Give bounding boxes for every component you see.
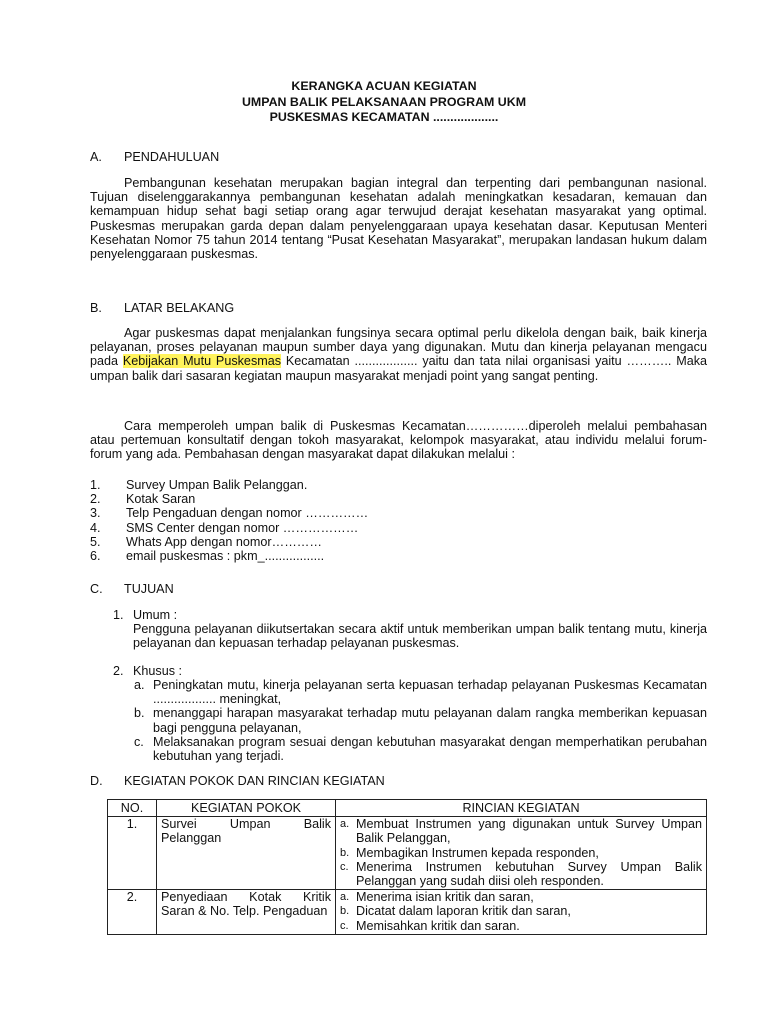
activity-table <box>107 799 707 935</box>
section-a-mark: A. <box>90 150 102 164</box>
section-a-title: PENDAHULUAN <box>124 150 220 164</box>
list-item: 5. Whats App dengan nomor………… <box>90 534 322 549</box>
table-row <box>108 817 707 890</box>
activity-main: Penyediaan Kotak Kritik Saran & No. Telp. Pengaduan <box>157 890 336 935</box>
section-b-p1-after: Kecamatan .................. yaitu dan tata nilai organisasi yaitu ……….. Maka umpan balik dari sasaran kegiatan maupun masyarakat menjadi point yang sangat penting. <box>90 354 708 383</box>
section-a-body <box>90 176 707 261</box>
section-b-p2-text: Cara memperoleh umpan balik di Puskesmas Kecamatan……………diperoleh melalui pembahasan atau pertemuan konsultatif dengan tokoh masyarakat, kelompok masyarakat, atau individu melalui forum-forum yang ada. Pembahasan dengan masyarakat dapat dilakukan melalui : <box>90 419 707 462</box>
goal-general-label: Umum : <box>133 608 178 622</box>
list-item: a. Membuat Instrumen yang digunakan untuk Survey Umpan Balik Pelanggan, <box>340 817 702 846</box>
activity-details <box>336 817 707 890</box>
list-item: 3. Telp Pengaduan dengan nomor …………… <box>90 506 369 521</box>
list-item: b. Dicatat dalam laporan kritik dan saran, <box>340 904 571 919</box>
doc-title-line-3: PUSKESMAS KECAMATAN ................... <box>269 110 499 124</box>
section-d-title: KEGIATAN POKOK DAN RINCIAN KEGIATAN <box>124 774 385 788</box>
list-item: c. Melaksanakan program sesuai dengan kebutuhan masyarakat dengan memperhatikan perubahan kebutuhan yang terjadi. <box>134 734 707 764</box>
section-d-heading <box>90 774 385 788</box>
goal-general: 1. Umum : Pengguna pelayanan diikutsertakan secara aktif untuk memberikan umpan balik tentang mutu, kinerja pelayanan dan kepuasan terhadap pelayanan puskesmas. <box>113 608 707 651</box>
section-a-text: Pembangunan kesehatan merupakan bagian integral dan terpenting dari pembangunan nasional. Tujuan diselenggarakannya pembangunan kesehatan adalah meningkatkan kesadaran, kemauan dan kemampuan hidup sehat bagi setiap orang agar terwujud derajat kesehatan masyarakat yang optimal. Puskesmas merupakan garda depan dalam penyelenggaraan upaya kesehatan dasar. Keputusan Menteri Kesehatan Nomor 75 tahun 2014 tentang “Pusat Kesehatan Masyarakat”, merupakan landasan hukum dalam penyelenggaraan puskesmas. <box>90 176 707 262</box>
list-item: a. Peningkatan mutu, kinerja pelayanan serta kepuasan terhadap pelayanan Puskesmas Kecamatan .................. meningkat, <box>134 678 707 707</box>
list-item: a. Menerima isian kritik dan saran, <box>340 890 534 905</box>
column-header-no: NO. <box>108 800 157 817</box>
section-c-heading <box>90 582 174 596</box>
section-a-heading <box>90 150 219 164</box>
feedback-channel-list <box>90 478 707 563</box>
table-row <box>108 890 707 935</box>
doc-title-line-1: KERANGKA ACUAN KEGIATAN <box>291 79 477 93</box>
goal-specific-label: Khusus : <box>133 664 183 678</box>
column-header-rincian: RINCIAN KEGIATAN <box>336 800 707 817</box>
goal-general-text: Pengguna pelayanan diikutsertakan secara aktif untuk memberikan umpan balik tentang mutu, kinerja pelayanan dan kepuasan terhadap pelayanan puskesmas. <box>133 622 707 651</box>
section-b-mark: B. <box>90 301 102 315</box>
section-b-paragraph-2 <box>90 419 707 462</box>
doc-title-line-2: UMPAN BALIK PELAKSANAAN PROGRAM UKM <box>241 95 527 109</box>
list-item: 2. Kotak Saran <box>90 492 196 507</box>
row-number: 2. <box>108 890 157 935</box>
column-header-kegiatan: KEGIATAN POKOK <box>157 800 336 817</box>
list-item: b. menanggapi harapan masyarakat terhadap mutu pelayanan dalam rangka memberikan kepuasan bagi pengguna pelayanan, <box>134 706 707 735</box>
goal-specific-list <box>134 678 707 763</box>
goal-specific: 2. Khusus : <box>113 664 183 678</box>
section-b-heading <box>90 301 234 315</box>
highlighted-policy-text: Kebijakan Mutu Puskesmas <box>122 354 282 369</box>
list-item: b. Membagikan Instrumen kepada responden, <box>340 845 599 860</box>
section-c-mark: C. <box>90 582 103 596</box>
activity-details <box>336 890 707 935</box>
section-b-paragraph-1 <box>90 326 707 383</box>
section-d-mark: D. <box>90 774 103 788</box>
activity-main: Survei Umpan Balik Pelanggan <box>157 817 336 890</box>
section-b-p1-before: Agar puskesmas dapat menjalankan fungsinya secara optimal perlu dikelola dengan baik, baik kinerja pelayanan, proses pelayanan maupun sumber daya yang digunakan. Mutu dan kinerja pelayanan mengacu pada <box>90 326 707 369</box>
list-item: 1. Survey Umpan Balik Pelanggan. <box>90 478 308 492</box>
table-header-row <box>108 800 707 817</box>
section-b-title: LATAR BELAKANG <box>124 301 235 315</box>
row-number: 1. <box>108 817 157 890</box>
list-item: 4. SMS Center dengan nomor ……………… <box>90 520 359 535</box>
list-item: 6. email puskesmas : pkm_................. <box>90 548 325 563</box>
section-c-title: TUJUAN <box>124 582 174 596</box>
list-item: c. Memisahkan kritik dan saran. <box>340 918 520 933</box>
list-item: c. Menerima Instrumen kebutuhan Survey Umpan Balik Pelanggan yang sudah diisi oleh responden. <box>340 859 702 889</box>
